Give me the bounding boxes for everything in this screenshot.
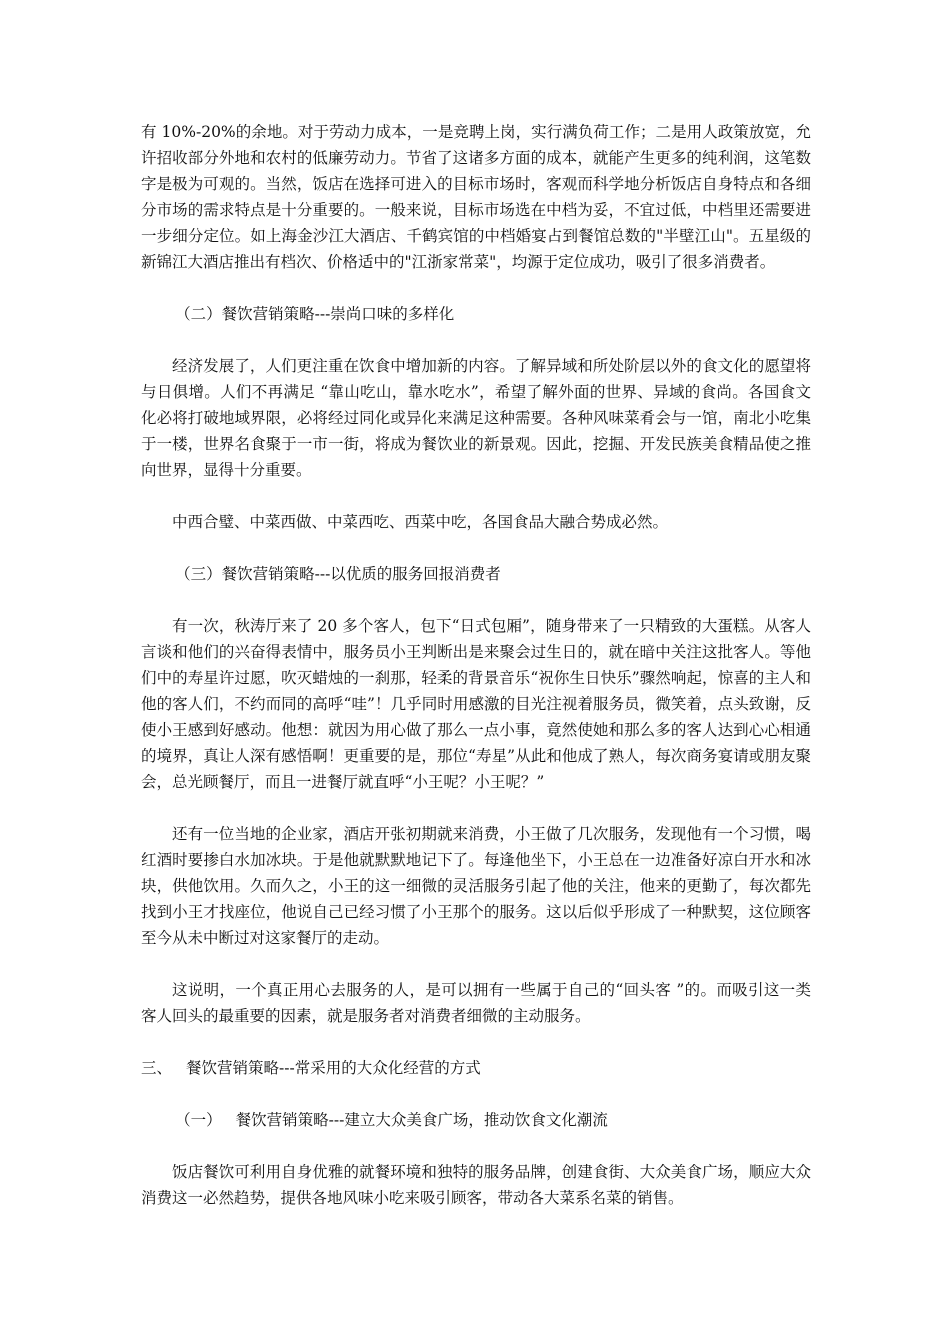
paragraph-birthday-story: 有一次，秋涛厅来了 20 多个客人，包下“日式包厢”，随身带来了一只精致的大蛋糕。从客人言谈和他们的兴奋得表情中，服务员小王判断出是来聚会过生日的，就在暗中关注这批客人。等他们中的寿星许过愿，吹灭蜡烛的一刹那，轻柔的背景音乐“祝你生日快乐”骤然响起，惊喜的主人和他的客人们，不约而同的高呼“哇”！几乎同时用感激的目光注视着服务员，微笑着，点头致谢，反使小王感到好感动。他想：就因为用心做了那么一点小事，竟然使她和那么多的客人达到心心相通的境界，真让人深有感悟啊！更重要的是，那位“寿星”从此和他成了熟人，每次商务宴请或朋友聚会，总光顾餐厅，而且一进餐厅就直呼“小王呢？小王呢？” — [141, 617, 811, 791]
section-three-number: 三、 — [141, 1059, 173, 1077]
paragraph-food-street: 饭店餐饮可利用自身优雅的就餐环境和独特的服务品牌，创建食街、大众美食广场，顺应大众消费这一必然趋势，提供各地风味小吃来吸引顾客，带动各大菜系名菜的销售。 — [141, 1163, 811, 1207]
document-page — [141, 119, 811, 1237]
section-three-title: 餐饮营销策略---常采用的大众化经营的方式 — [186, 1059, 481, 1077]
heading-food-plaza — [141, 1107, 811, 1133]
subsection-one-number: （一） — [175, 1111, 222, 1129]
heading-quality-service: （三）餐饮营销策略---以优质的服务回报消费者 — [175, 565, 501, 583]
paragraph-returning-customers: 这说明，一个真正用心去服务的人，是可以拥有一些属于自己的“回头客 ”的。而吸引这一类客人回头的最重要的因素，就是服务者对消费者细微的主动服务。 — [141, 981, 811, 1025]
heading-section-three — [141, 1055, 811, 1081]
heading-taste-diversity: （二）餐饮营销策略---崇尚口味的多样化 — [175, 305, 455, 323]
subsection-one-title: 餐饮营销策略---建立大众美食广场，推动饮食文化潮流 — [235, 1111, 608, 1129]
paragraph-entrepreneur-story: 还有一位当地的企业家，酒店开张初期就来消费，小王做了几次服务，发现他有一个习惯，喝红酒时要掺白水加冰块。于是他就默默地记下了。每逢他坐下，小王总在一边准备好凉白开水和冰块，供他饮用。久而久之，小王的这一细微的灵活服务引起了他的关注，他来的更勤了，每次都先找到小王才找座位，他说自己已经习惯了小王那个的服务。这以后似乎形成了一种默契，这位顾客至今从未中断过对这家餐厅的走动。 — [141, 825, 811, 947]
paragraph-cost-and-target-market: 有 10%-20%的余地。对于劳动力成本，一是竞聘上岗，实行满负荷工作；二是用人政策放宽，允许招收部分外地和农村的低廉劳动力。节省了这诸多方面的成本，就能产生更多的纯利润，这笔数字是极为可观的。当然，饭店在选择可进入的目标市场时，客观而科学地分析饭店自身特点和各细分市场的需求特点是十分重要的。一般来说，目标市场选在中档为妥，不宜过低，中档里还需要进一步细分定位。如上海金沙江大酒店、千鹤宾馆的中档婚宴占到餐馆总数的"半壁江山"。五星级的新锦江大酒店推出有档次、价格适中的"江浙家常菜"，均源于定位成功，吸引了很多消费者。 — [141, 123, 811, 271]
paragraph-fusion: 中西合璧、中菜西做、中菜西吃、西菜中吃，各国食品大融合势成必然。 — [172, 513, 669, 531]
paragraph-food-culture: 经济发展了，人们更注重在饮食中增加新的内容。了解异域和所处阶层以外的食文化的愿望将与日俱增。人们不再满足 “靠山吃山，靠水吃水”，希望了解外面的世界、异域的食尚。各国食文化必将打破地域界限，必将经过同化或异化来满足这种需要。各种风味菜肴会与一馆，南北小吃集于一楼，世界名食聚于一市一街，将成为餐饮业的新景观。因此，挖掘、开发民族美食精品使之推向世界，显得十分重要。 — [141, 357, 811, 479]
